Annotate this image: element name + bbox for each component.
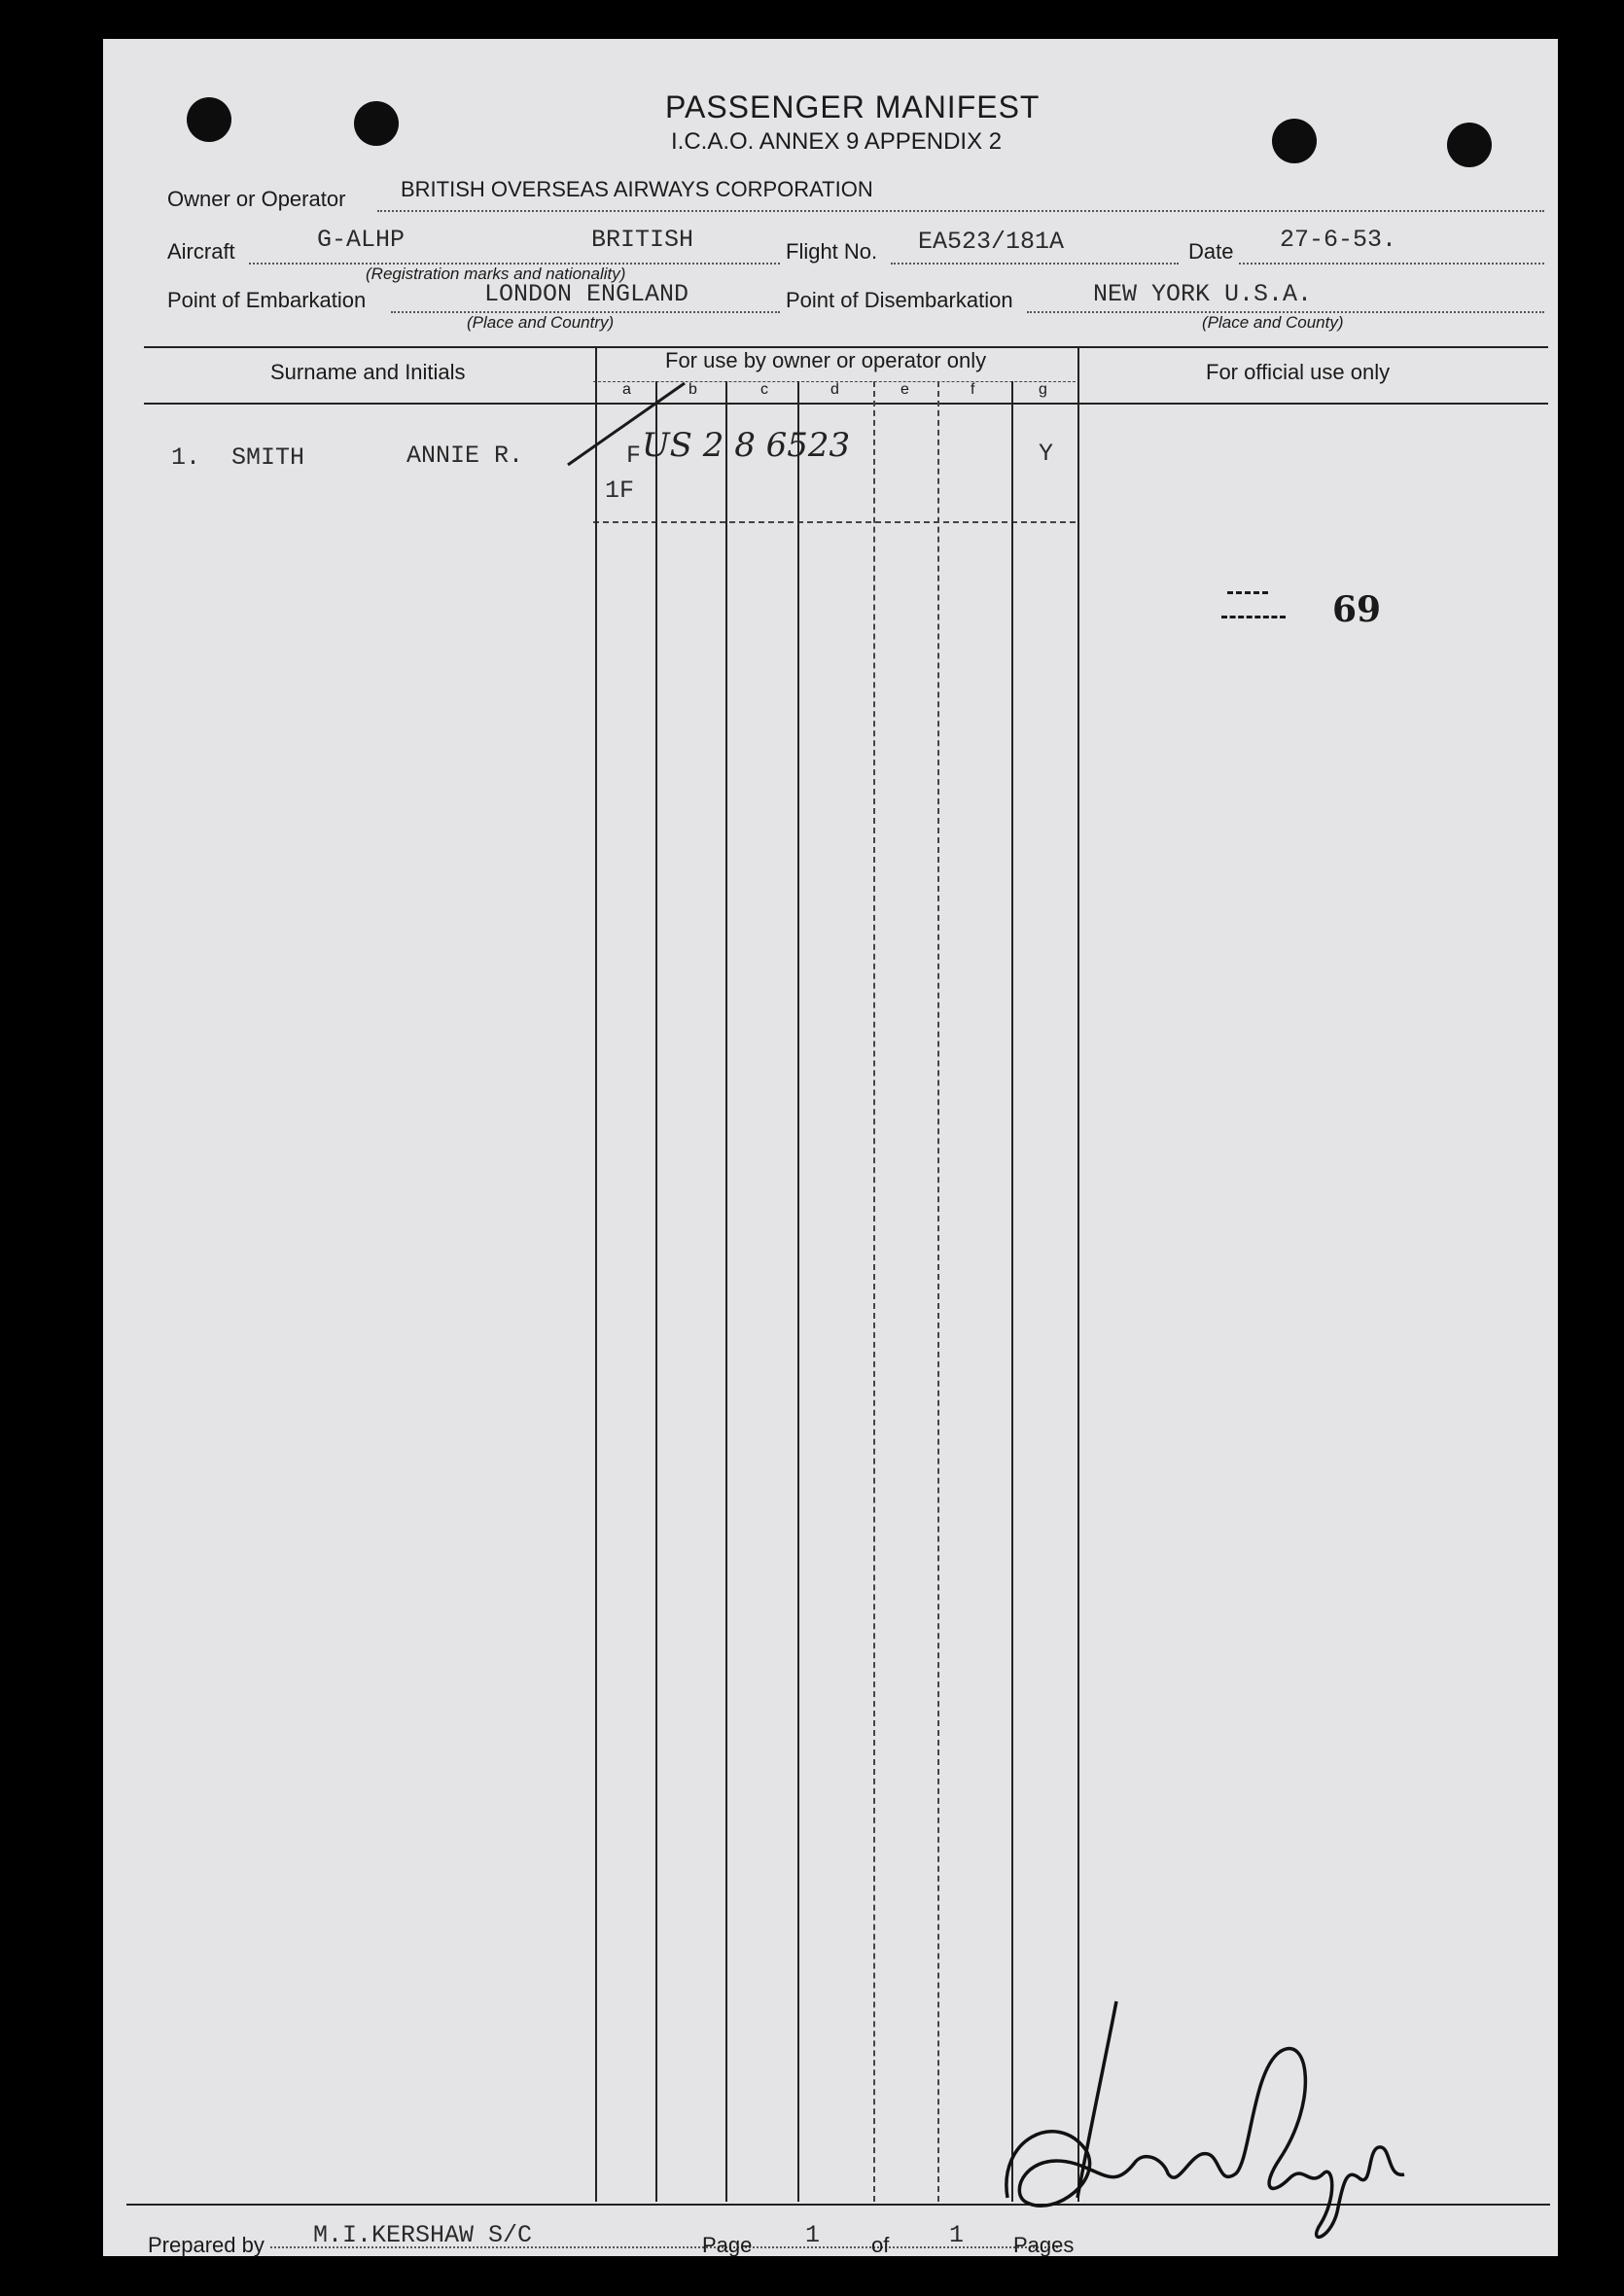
stamp-dashes — [1221, 591, 1289, 618]
row-initials: ANNIE R. — [406, 442, 524, 470]
punch-hole — [187, 97, 231, 142]
embark-hint: (Place and Country) — [467, 313, 615, 332]
subcol-b: b — [688, 381, 697, 398]
page-label: Page — [702, 2233, 753, 2257]
total-pages: 1 — [949, 2221, 965, 2249]
column-divider — [1077, 346, 1079, 2202]
column-divider — [873, 381, 875, 2202]
official-stamp-number: 69 — [1332, 589, 1382, 630]
punch-hole — [1272, 119, 1317, 163]
disembark-label: Point of Disembarkation — [786, 288, 1013, 312]
column-divider — [937, 381, 939, 2202]
table-header-rule — [144, 403, 1548, 405]
subcol-d: d — [830, 381, 839, 398]
pages-label: Pages — [1013, 2233, 1075, 2257]
col-official-header: For official use only — [1206, 360, 1391, 384]
col-surname-header: Surname and Initials — [270, 360, 466, 384]
row-number: 1. — [171, 443, 201, 472]
aircraft-reg: G-ALHP — [317, 226, 406, 254]
row-separator — [593, 521, 1076, 523]
disembark-value: NEW YORK U.S.A. — [1093, 280, 1313, 308]
prepared-line — [270, 2246, 1058, 2248]
row-col-a-second: 1F — [605, 477, 635, 505]
tick-mark — [560, 375, 696, 473]
flight-line — [891, 263, 1179, 265]
prepared-value: M.I.KERSHAW S/C — [313, 2221, 533, 2249]
column-divider — [1011, 381, 1013, 2202]
subcol-g: g — [1039, 381, 1047, 398]
row-surname: SMITH — [231, 443, 305, 472]
flight-value: EA523/181A — [918, 228, 1065, 256]
of-label: of — [871, 2233, 890, 2257]
subcol-e: e — [900, 381, 909, 398]
subcol-a: a — [622, 381, 631, 398]
row-col-a: F — [626, 442, 642, 470]
page-title: PASSENGER MANIFEST — [665, 89, 1041, 124]
date-value: 27-6-53. — [1280, 226, 1397, 254]
manifest-page — [103, 39, 1558, 2256]
subcol-c: c — [760, 381, 768, 398]
aircraft-label: Aircraft — [167, 239, 235, 264]
column-divider — [725, 381, 727, 2202]
page-subtitle: I.C.A.O. ANNEX 9 APPENDIX 2 — [671, 128, 1003, 155]
aircraft-hint: (Registration marks and nationality) — [366, 265, 626, 283]
row-col-g: Y — [1039, 440, 1054, 468]
owner-label: Owner or Operator — [167, 187, 346, 211]
col-owner-use-header: For use by owner or operator only — [665, 348, 987, 372]
column-divider — [655, 381, 657, 2202]
embark-value: LONDON ENGLAND — [484, 280, 689, 308]
date-line — [1239, 263, 1544, 265]
owner-line — [377, 210, 1544, 212]
flight-label: Flight No. — [786, 239, 878, 264]
page-number: 1 — [805, 2221, 821, 2249]
owner-value: BRITISH OVERSEAS AIRWAYS CORPORATION — [401, 177, 873, 201]
disembark-hint: (Place and County) — [1202, 313, 1344, 332]
prepared-label: Prepared by — [148, 2233, 265, 2257]
column-divider — [797, 381, 799, 2202]
column-divider — [595, 346, 597, 2202]
aircraft-nationality: BRITISH — [591, 226, 694, 254]
punch-hole — [1447, 123, 1492, 167]
signature — [998, 1994, 1445, 2256]
subcol-f: f — [971, 381, 975, 398]
punch-hole — [354, 101, 399, 146]
embark-label: Point of Embarkation — [167, 288, 367, 312]
date-label: Date — [1188, 239, 1234, 264]
row-handwritten-entry: US 2 8 6523 — [642, 426, 851, 465]
